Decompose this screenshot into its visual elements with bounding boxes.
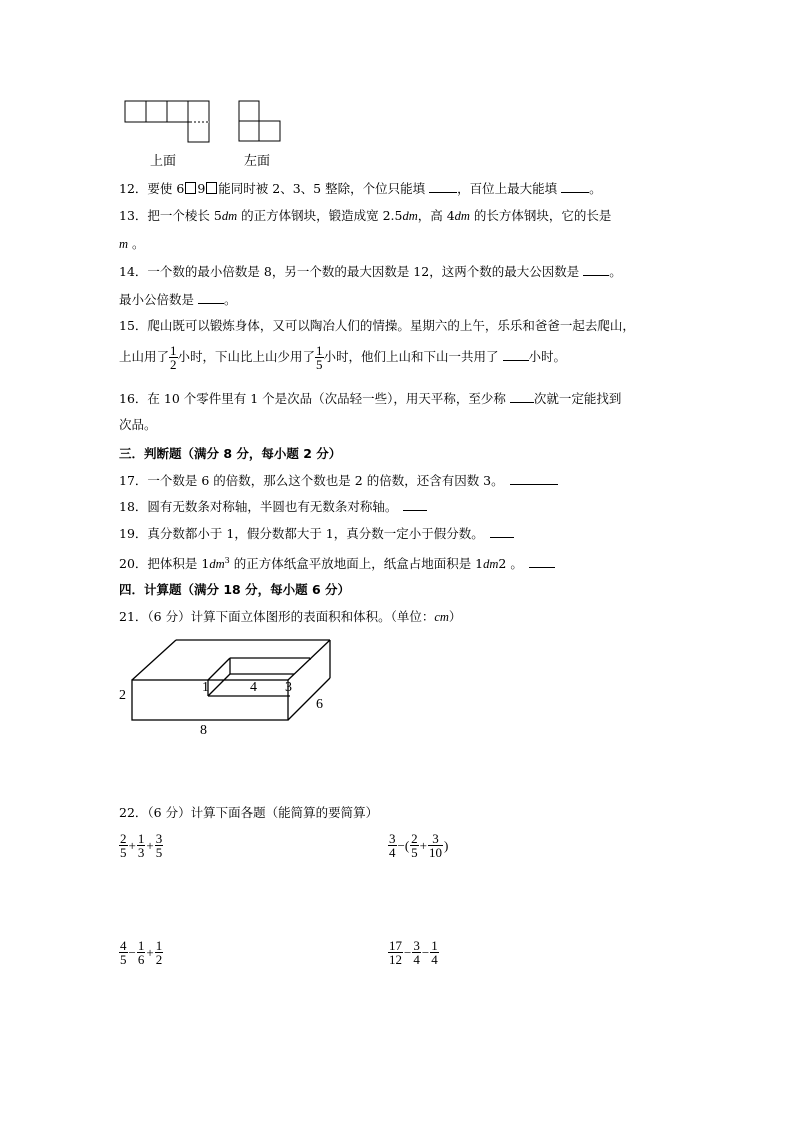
top-view-figure	[124, 100, 214, 144]
answer-blank[interactable]	[403, 498, 427, 511]
question-22: 22．（6 分）计算下面各题（能简算的要简算）	[119, 805, 379, 820]
question-13: 13．把一个棱长 5dm 的正方体钢块，锻造成宽 2.5dm，高 4dm 的长方体钢块，它的长是	[119, 208, 612, 223]
answer-blank[interactable]	[503, 348, 529, 361]
answer-blank[interactable]	[561, 180, 589, 193]
dim-label-3: 3	[285, 680, 292, 695]
question-13-line2: m 。	[119, 236, 145, 251]
expression-1: $\frac{2}{5}$ + $\frac{1}{3}$ + $\frac{3}{5}$	[120, 831, 163, 860]
expression-4: $\frac{17}{12}$ − $\frac{3}{4}$ − $\frac{1}{4}$	[389, 938, 438, 967]
top-view-label: 上面	[150, 154, 177, 169]
question-15: 15．爬山既可以锻炼身体，又可以陶冶人们的情操。星期六的上午，乐乐和爸爸一起去爬山，	[119, 318, 635, 333]
answer-blank[interactable]	[510, 390, 534, 403]
dim-label-8: 8	[200, 723, 207, 738]
section-3-heading: 三．判断题（满分 8 分，每小题 2 分）	[119, 446, 342, 461]
question-20: 20．把体积是 $1dm^3$ 的正方体纸盒平放地面上，纸盒占地面积是 1dm2 。	[119, 553, 555, 572]
solid-figure	[110, 638, 340, 746]
question-21: 21．（6 分）计算下面立体图形的表面积和体积。（单位：cm）	[119, 609, 462, 624]
fraction: $\frac{1}{2}$	[170, 343, 177, 372]
dim-label-1: 1	[202, 680, 209, 695]
question-14: 14．一个数的最小倍数是 8，另一个数的最大因数是 12，这两个数的最大公因数是 。	[119, 264, 622, 279]
left-view-label: 左面	[244, 154, 271, 169]
answer-blank[interactable]	[198, 291, 224, 304]
dim-label-6: 6	[316, 697, 323, 712]
answer-blank[interactable]	[529, 555, 555, 568]
question-19: 19．真分数都小于 1，假分数都大于 1，真分数一定小于假分数。	[119, 525, 514, 542]
digit-box[interactable]	[206, 182, 217, 194]
question-16-line2: 次品。	[119, 417, 157, 432]
section-4-heading: 四．计算题（满分 18 分，每小题 6 分）	[119, 582, 351, 597]
question-18: 18．圆有无数条对称轴，半圆也有无数条对称轴。	[119, 498, 427, 515]
dim-label-2: 2	[119, 688, 126, 703]
question-16: 16．在 10 个零件里有 1 个是次品（次品轻一些），用天平称，至少称 次就一定能找到	[119, 391, 622, 406]
question-14-line2: 最小公倍数是 。	[119, 292, 237, 307]
question-15-line2: 上山用了 $\frac{1}{2}$ 小时，下山比上山少用了 $\frac{1}{5}$ 小时，他们上山和下山一共用了 小时。	[119, 343, 567, 372]
answer-blank[interactable]	[583, 263, 609, 276]
answer-blank[interactable]	[490, 525, 514, 538]
question-12: 12．要使 6 9 能同时被 2、3、5 整除，个位只能填 ，百位上最大能填 。	[119, 181, 602, 196]
question-17: 17．一个数是 6 的倍数，那么这个数也是 2 的倍数，还含有因数 3。	[119, 472, 558, 489]
expression-3: $\frac{4}{5}$ − $\frac{1}{6}$ + $\frac{1}{2}$	[120, 938, 163, 967]
left-view-figure	[238, 100, 284, 144]
dim-label-4: 4	[250, 680, 257, 695]
answer-blank[interactable]	[429, 180, 457, 193]
digit-box[interactable]	[185, 182, 196, 194]
expression-2: $\frac{3}{4}$ −( $\frac{2}{5}$ + $\frac{3}{10}$ )	[389, 831, 449, 860]
answer-blank[interactable]	[510, 472, 558, 485]
fraction: $\frac{1}{5}$	[316, 343, 323, 372]
